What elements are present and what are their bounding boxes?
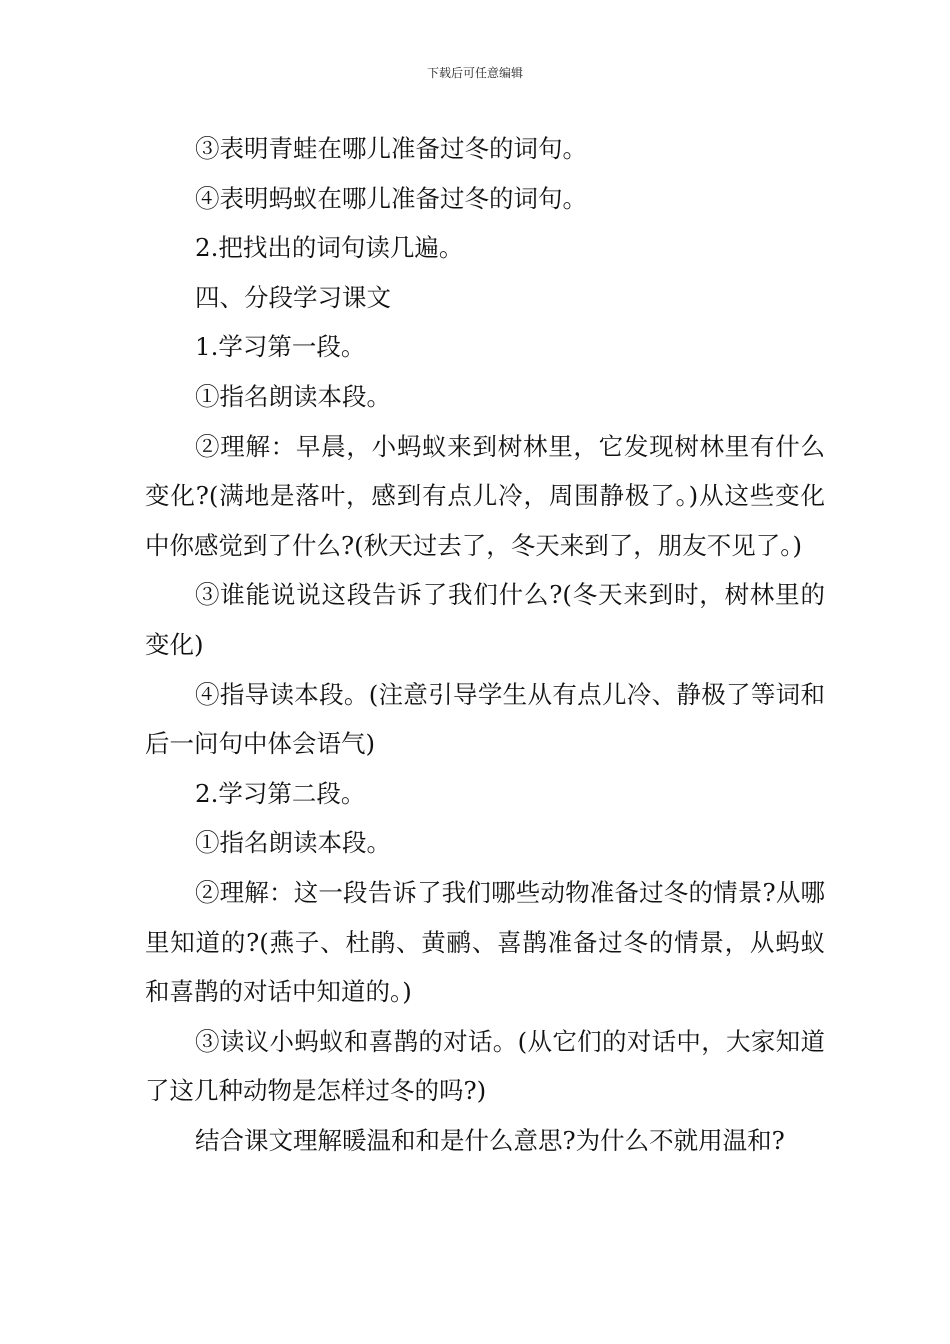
- page-header: 下载后可任意编辑: [426, 66, 523, 80]
- paragraph-9: ④指导读本段。(注意引导学生从有点儿冷、静极了等词和后一问句中体会语气): [145, 679, 825, 759]
- paragraph-13: ③读议小蚂蚁和喜鹊的对话。(从它们的对话中，大家知道了这几种动物是怎样过冬的吗?): [145, 1026, 825, 1106]
- paragraph-1: ③表明青蛙在哪儿准备过冬的词句。: [195, 134, 587, 163]
- paragraph-6: ①指名朗读本段。: [195, 381, 391, 411]
- paragraph-5: 1.学习第一段。: [195, 332, 366, 362]
- document-body: [145, 124, 825, 1165]
- paragraph-2: ④表明蚂蚁在哪儿准备过冬的词句。: [195, 183, 587, 213]
- section-heading: 四、分段学习课文: [195, 282, 391, 312]
- paragraph-8: ③谁能说说这段告诉了我们什么?(冬天来到时，树林里的变化): [145, 580, 825, 659]
- paragraph-7: ②理解：早晨，小蚂蚁来到树林里，它发现树林里有什么变化?(满地是落叶，感到有点儿冷，周围静极了。)从这些变化中你感觉到了什么?(秋天过去了，冬天来到了，朋友不见了。): [145, 431, 825, 560]
- paragraph-14: 结合课文理解暖温和和是什么意思?为什么不就用温和?: [195, 1125, 785, 1155]
- paragraph-11: ①指名朗读本段。: [195, 828, 391, 858]
- paragraph-12: ②理解：这一段告诉了我们哪些动物准备过冬的情景?从哪里知道的?(燕子、杜鹃、黄鹂、喜鹊准备过冬的情景，从蚂蚁和喜鹊的对话中知道的。): [145, 877, 825, 1007]
- paragraph-10: 2.学习第二段。: [195, 778, 366, 808]
- paragraph-3: 2.把找出的词句读几遍。: [195, 233, 464, 263]
